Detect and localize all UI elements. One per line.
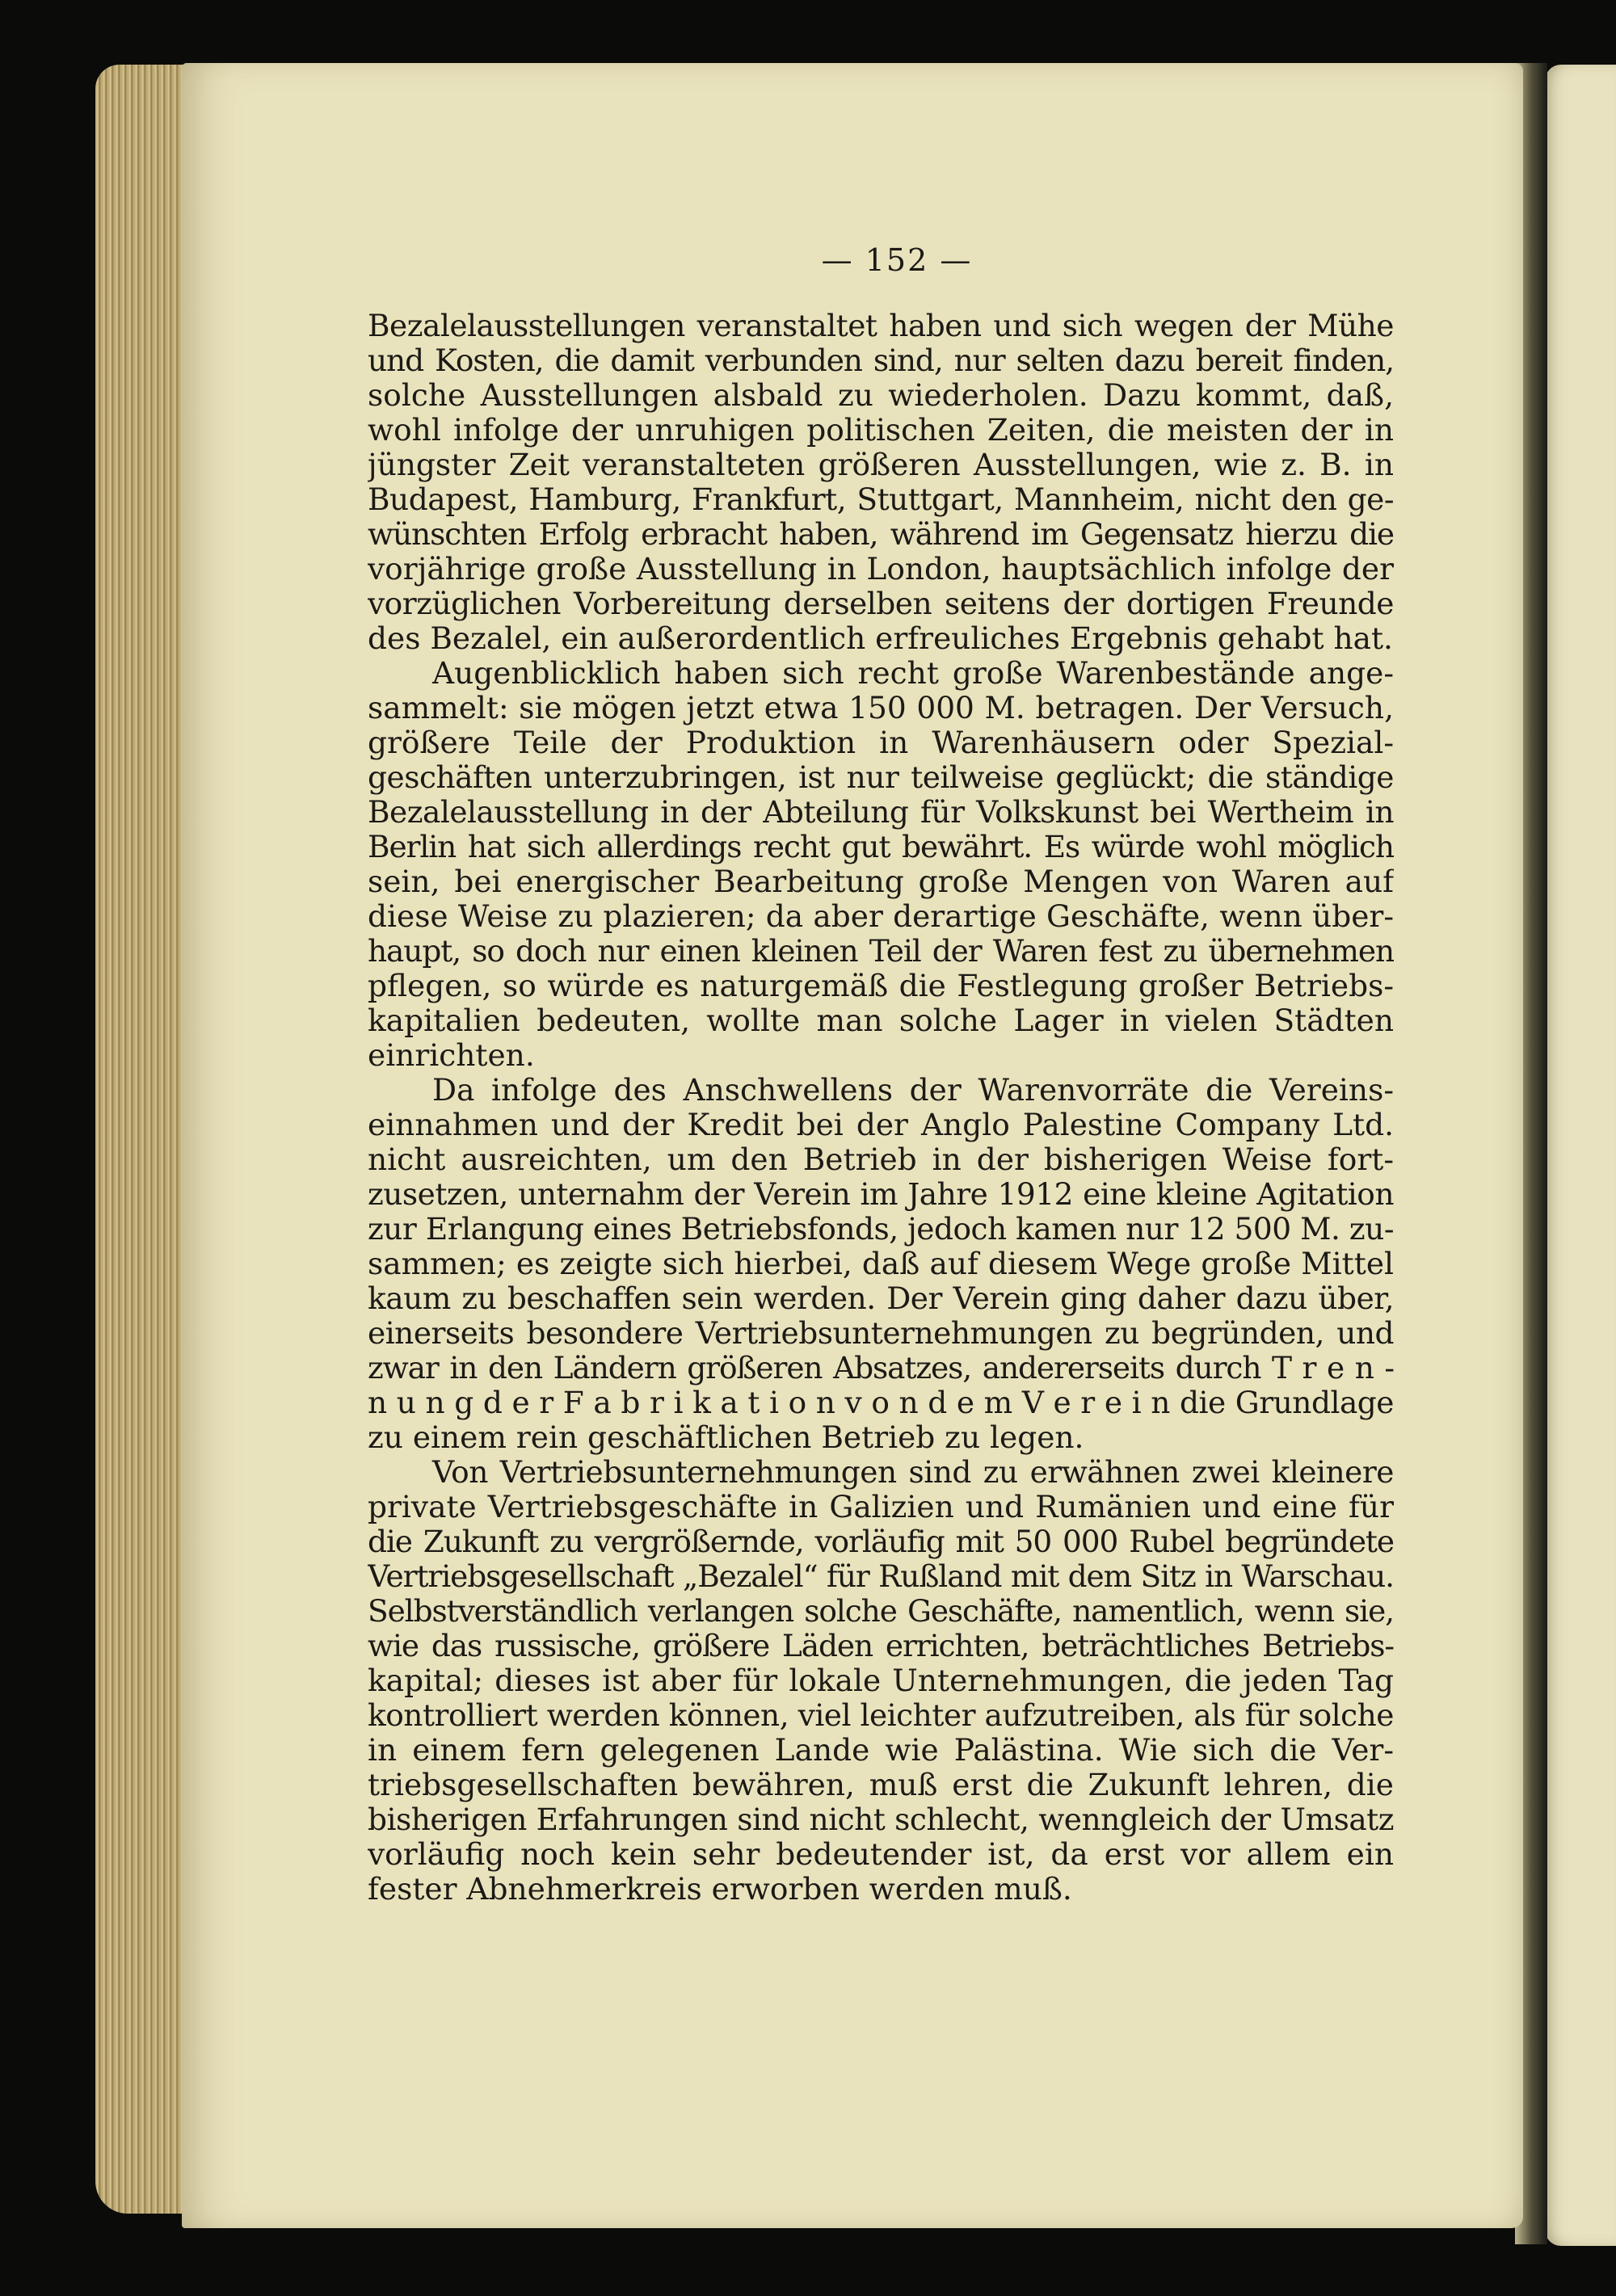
text-line: vorzüglichen Vorbereitung derselben seitens der dortigen Freunde (368, 587, 1394, 621)
text-line: zu einem rein geschäftlichen Betrieb zu legen. (368, 1420, 1084, 1455)
text-line: geschäften unterzubringen, ist nur teilweise geglückt; die ständige (368, 760, 1394, 795)
text-line: Von Vertriebsunternehmungen sind zu erwähnen zwei kleinere (432, 1455, 1394, 1490)
text-line: Budapest, Hamburg, Frankfurt, Stuttgart, Mannheim, nicht den ge- (368, 482, 1394, 517)
text-line: sammelt: sie mögen jetzt etwa 150 000 M. betragen. Der Versuch, (368, 691, 1394, 725)
text-line: nicht ausreichten, um den Betrieb in der bisherigen Weise fort- (368, 1142, 1394, 1177)
text-line: vorläufig noch kein sehr bedeutender ist, da erst vor allem ein (368, 1837, 1394, 1872)
page-number: — 152 — (821, 242, 973, 278)
text-line: in einem fern gelegenen Lande wie Palästina. Wie sich die Ver- (368, 1733, 1394, 1768)
text-line: triebsgesellschaften bewähren, muß erst die Zukunft lehren, die (368, 1768, 1394, 1802)
text-line: Bezalelausstellung in der Abteilung für Volkskunst bei Wertheim in (368, 795, 1394, 830)
text-line: fester Abnehmerkreis erworben werden muß. (368, 1872, 1072, 1907)
text-line: zwar in den Ländern größeren Absatzes, andererseits durch T r e n - (368, 1351, 1394, 1386)
text-line: Bezalelausstellungen veranstaltet haben und sich wegen der Mühe (368, 309, 1394, 343)
text-line: Berlin hat sich allerdings recht gut bewährt. Es würde wohl möglich (368, 830, 1394, 864)
text-line: zusetzen, unternahm der Verein im Jahre 1912 eine kleine Agitation (368, 1177, 1394, 1212)
text-line: sein, bei energischer Bearbeitung große Mengen von Waren auf (368, 864, 1394, 899)
text-line: diese Weise zu plazieren; da aber derartige Geschäfte, wenn über- (368, 899, 1394, 934)
text-line: wohl infolge der unruhigen politischen Zeiten, die meisten der in (368, 413, 1394, 448)
text-line: und Kosten, die damit verbunden sind, nur selten dazu bereit finden, (368, 343, 1394, 378)
text-line: die Zukunft zu vergrößernde, vorläufig mit 50 000 Rubel begründete (368, 1524, 1394, 1559)
text-line: wie das russische, größere Läden errichten, beträchtliches Betriebs- (368, 1629, 1394, 1663)
text-line: sammen; es zeigte sich hierbei, daß auf diesem Wege große Mittel (368, 1247, 1394, 1281)
text-line: Augenblicklich haben sich recht große Warenbestände ange- (432, 656, 1394, 691)
text-line: pflegen, so würde es naturgemäß die Festlegung großer Betriebs- (368, 969, 1394, 1003)
text-line: n u n g d e r F a b r i k a t i o n v o n d e m V e r e i n die Grundlage (368, 1386, 1394, 1420)
text-line: Vertriebsgesellschaft „Bezalel“ für Rußland mit dem Sitz in Warschau. (368, 1559, 1394, 1594)
page-content (368, 242, 1394, 1907)
text-line: bisherigen Erfahrungen sind nicht schlecht, wenngleich der Umsatz (368, 1802, 1394, 1837)
text-line: jüngster Zeit veranstalteten größeren Ausstellungen, wie z. B. in (368, 448, 1394, 482)
text-line: des Bezalel, ein außerordentlich erfreuliches Ergebnis gehabt hat. (368, 621, 1393, 656)
text-line: Da infolge des Anschwellens der Warenvorräte die Vereins- (432, 1073, 1394, 1108)
text-line: haupt, so doch nur einen kleinen Teil der Waren fest zu übernehmen (368, 934, 1394, 969)
text-line: einrichten. (368, 1038, 535, 1073)
text-line: zur Erlangung eines Betriebsfonds, jedoch kamen nur 12 500 M. zu- (368, 1212, 1394, 1247)
text-line: kapital; dieses ist aber für lokale Unternehmungen, die jeden Tag (368, 1663, 1394, 1698)
body-text (368, 309, 1394, 1907)
text-line: wünschten Erfolg erbracht haben, während im Gegensatz hierzu die (368, 517, 1394, 552)
text-line: größere Teile der Produktion in Warenhäusern oder Spezial- (368, 725, 1394, 760)
text-line: kontrolliert werden können, viel leichter aufzutreiben, als für solche (368, 1698, 1394, 1733)
text-line: einnahmen und der Kredit bei der Anglo Palestine Company Ltd. (368, 1108, 1394, 1142)
text-line: private Vertriebsgeschäfte in Galizien und Rumänien und eine für (368, 1490, 1394, 1524)
text-line: einerseits besondere Vertriebsunternehmungen zu begründen, und (368, 1316, 1394, 1351)
text-line: kapitalien bedeuten, wollte man solche Lager in vielen Städten (368, 1003, 1394, 1038)
text-line: vorjährige große Ausstellung in London, hauptsächlich infolge der (368, 552, 1394, 587)
text-line: kaum zu beschaffen sein werden. Der Verein ging daher dazu über, (368, 1281, 1394, 1316)
text-line: solche Ausstellungen alsbald zu wiederholen. Dazu kommt, daß, (368, 378, 1394, 413)
facing-page (1545, 65, 1616, 2246)
text-line: Selbstverständlich verlangen solche Geschäfte, namentlich, wenn sie, (368, 1594, 1394, 1629)
